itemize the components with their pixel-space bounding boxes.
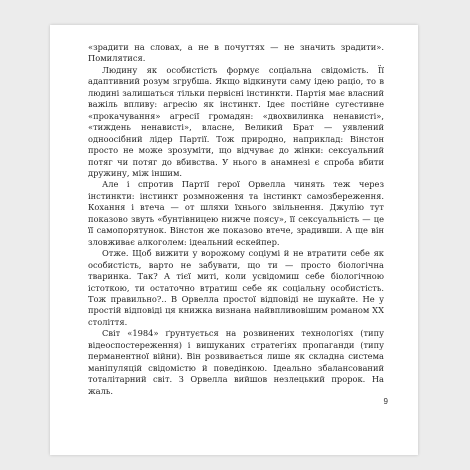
page-body-text — [88, 42, 384, 397]
book-page — [50, 25, 418, 455]
paragraph-5: Світ «1984» ґрунтується на розвинених технологіях (типу відеоспостереження) і вишуканих стратегіях пропаганди (типу перманентної війни). Він розвивається лише як складна система маніпуляцій свідомістю й поведінкою. Ідеально збалансований тоталітарний світ. З Орвелла вийшов незлецький пророк. На жаль. — [88, 328, 384, 396]
paragraph-3: Але і спротив Партії герої Орвелла чинять теж через інстинкти: інстинкт розмноження та інстинкт самозбереження. Кохання і втеча — от шляхи їхнього звільнення. Джулію тут показово звуть «бунтівницею нижче поясу», її сексуальність — це її самопорятунок. Вінстон же показово втече, зрадивши. А ще він зловживає алкоголем: ідеальний ескейпер. — [88, 179, 384, 247]
paragraph-4: Отже. Щоб вижити у ворожому соціумі й не втратити себе як особистість, варто не забувати, що ти — просто біологічна тваринка. Так? А тієї миті, коли усвідомиш себе біологічною істоткою, ти остаточно втратиш себе як соціальну особистість. Тож правильно?.. В Орвелла простої відповіді не шукайте. Не у простій відповіді ця книжка визнана найвпливовішим романом XX століття. — [88, 248, 384, 327]
paragraph-1: «зрадити на словах, а не в почуттях — не значить зрадити». Помилятися. — [88, 42, 384, 64]
paragraph-2: Людину як особистість формує соціальна свідомість. Її адаптивний розум згрубша. Якщо відкинути саму ідею раціо, то в людині залишаться тільки первісні інстинкти. Партія має власний важіль впливу: агресію як інстинкт. Ідеє постійне сугестивне «прокачування» агресії громадян: «двохвилинка ненависті», «тиждень ненависті», власне, Великий Брат — уявлений одноосібний лідер Партії. Тож природно, наприклад: Вінстон просто не може зрозуміти, що відчуває до жінки: сексуальний потяг чи потяг до вбивства. У нього в анамнезі є спроба вбити дружину, між іншим. — [88, 64, 384, 178]
page-number: 9 — [383, 397, 388, 406]
